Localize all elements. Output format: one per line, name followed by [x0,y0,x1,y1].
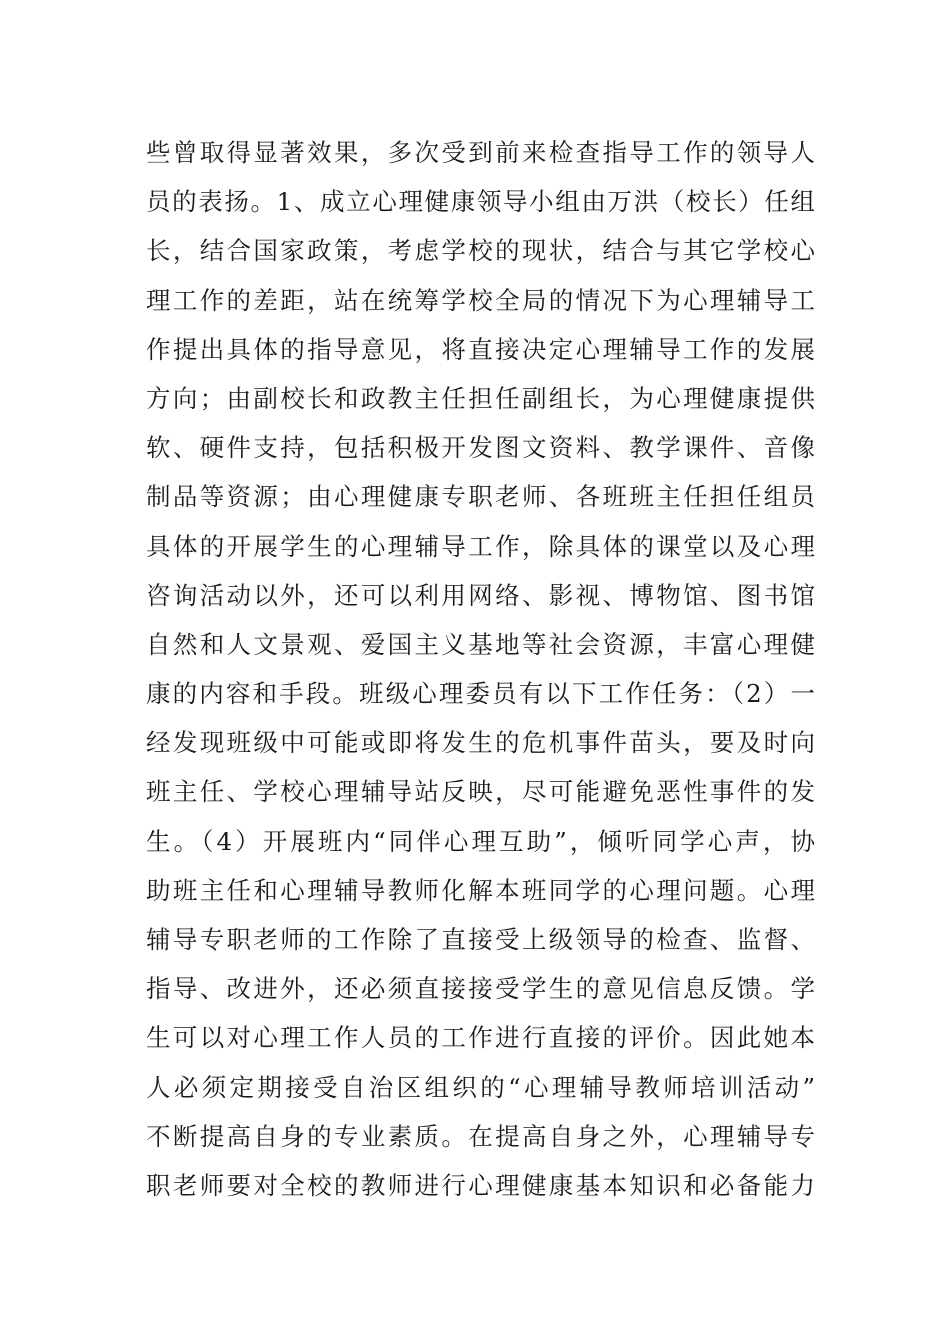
text-line: 长，结合国家政策，考虑学校的现状，结合与其它学校心 [146,236,816,266]
text-line: 些曾取得显著效果，多次受到前来检查指导工作的领导人 [146,138,816,167]
text-line: 员的表扬。1、成立心理健康领导小组由万洪（校长）任组 [146,187,816,217]
text-line: 软、硬件支持，包括积极开发图文资料、教学课件、音像 [146,433,816,463]
body-text [146,128,816,1210]
text-line: 班主任、学校心理辅导站反映，尽可能避免恶性事件的发 [146,777,816,807]
text-line: 制品等资源；由心理健康专职老师、各班班主任担任组员 [146,482,816,512]
text-line: 生可以对心理工作人员的工作进行直接的评价。因此她本 [146,1023,816,1053]
text-line: 具体的开展学生的心理辅导工作，除具体的课堂以及心理 [146,531,816,561]
text-line: 咨询活动以外，还可以利用网络、影视、博物馆、图书馆 [146,580,816,610]
text-line: 不断提高自身的专业素质。在提高自身之外，心理辅导专 [146,1121,816,1151]
text-line: 经发现班级中可能或即将发生的危机事件苗头，要及时向 [146,728,816,758]
text-line: 辅导专职老师的工作除了直接受上级领导的检查、监督、 [146,925,816,954]
text-line: 理工作的差距，站在统筹学校全局的情况下为心理辅导工 [146,285,816,315]
text-line: 助班主任和心理辅导教师化解本班同学的心理问题。心理 [146,875,816,905]
text-line: 方向；由副校长和政教主任担任副组长，为心理健康提供 [146,383,816,413]
text-line: 指导、改进外，还必须直接接受学生的意见信息反馈。学 [146,974,816,1004]
text-line: 职老师要对全校的教师进行心理健康基本知识和必备能力 [146,1170,816,1200]
text-line: 自然和人文景观、爱国主义基地等社会资源，丰富心理健 [146,629,816,659]
text-line: 康的内容和手段。班级心理委员有以下工作任务：（2）一 [146,679,816,709]
text-line: 人必须定期接受自治区组织的“心理辅导教师培训活动” [146,1072,816,1102]
text-line: 作提出具体的指导意见，将直接决定心理辅导工作的发展 [146,334,816,364]
text-line: 生。（4）开展班内“同伴心理互助”，倾听同学心声，协 [146,826,816,856]
